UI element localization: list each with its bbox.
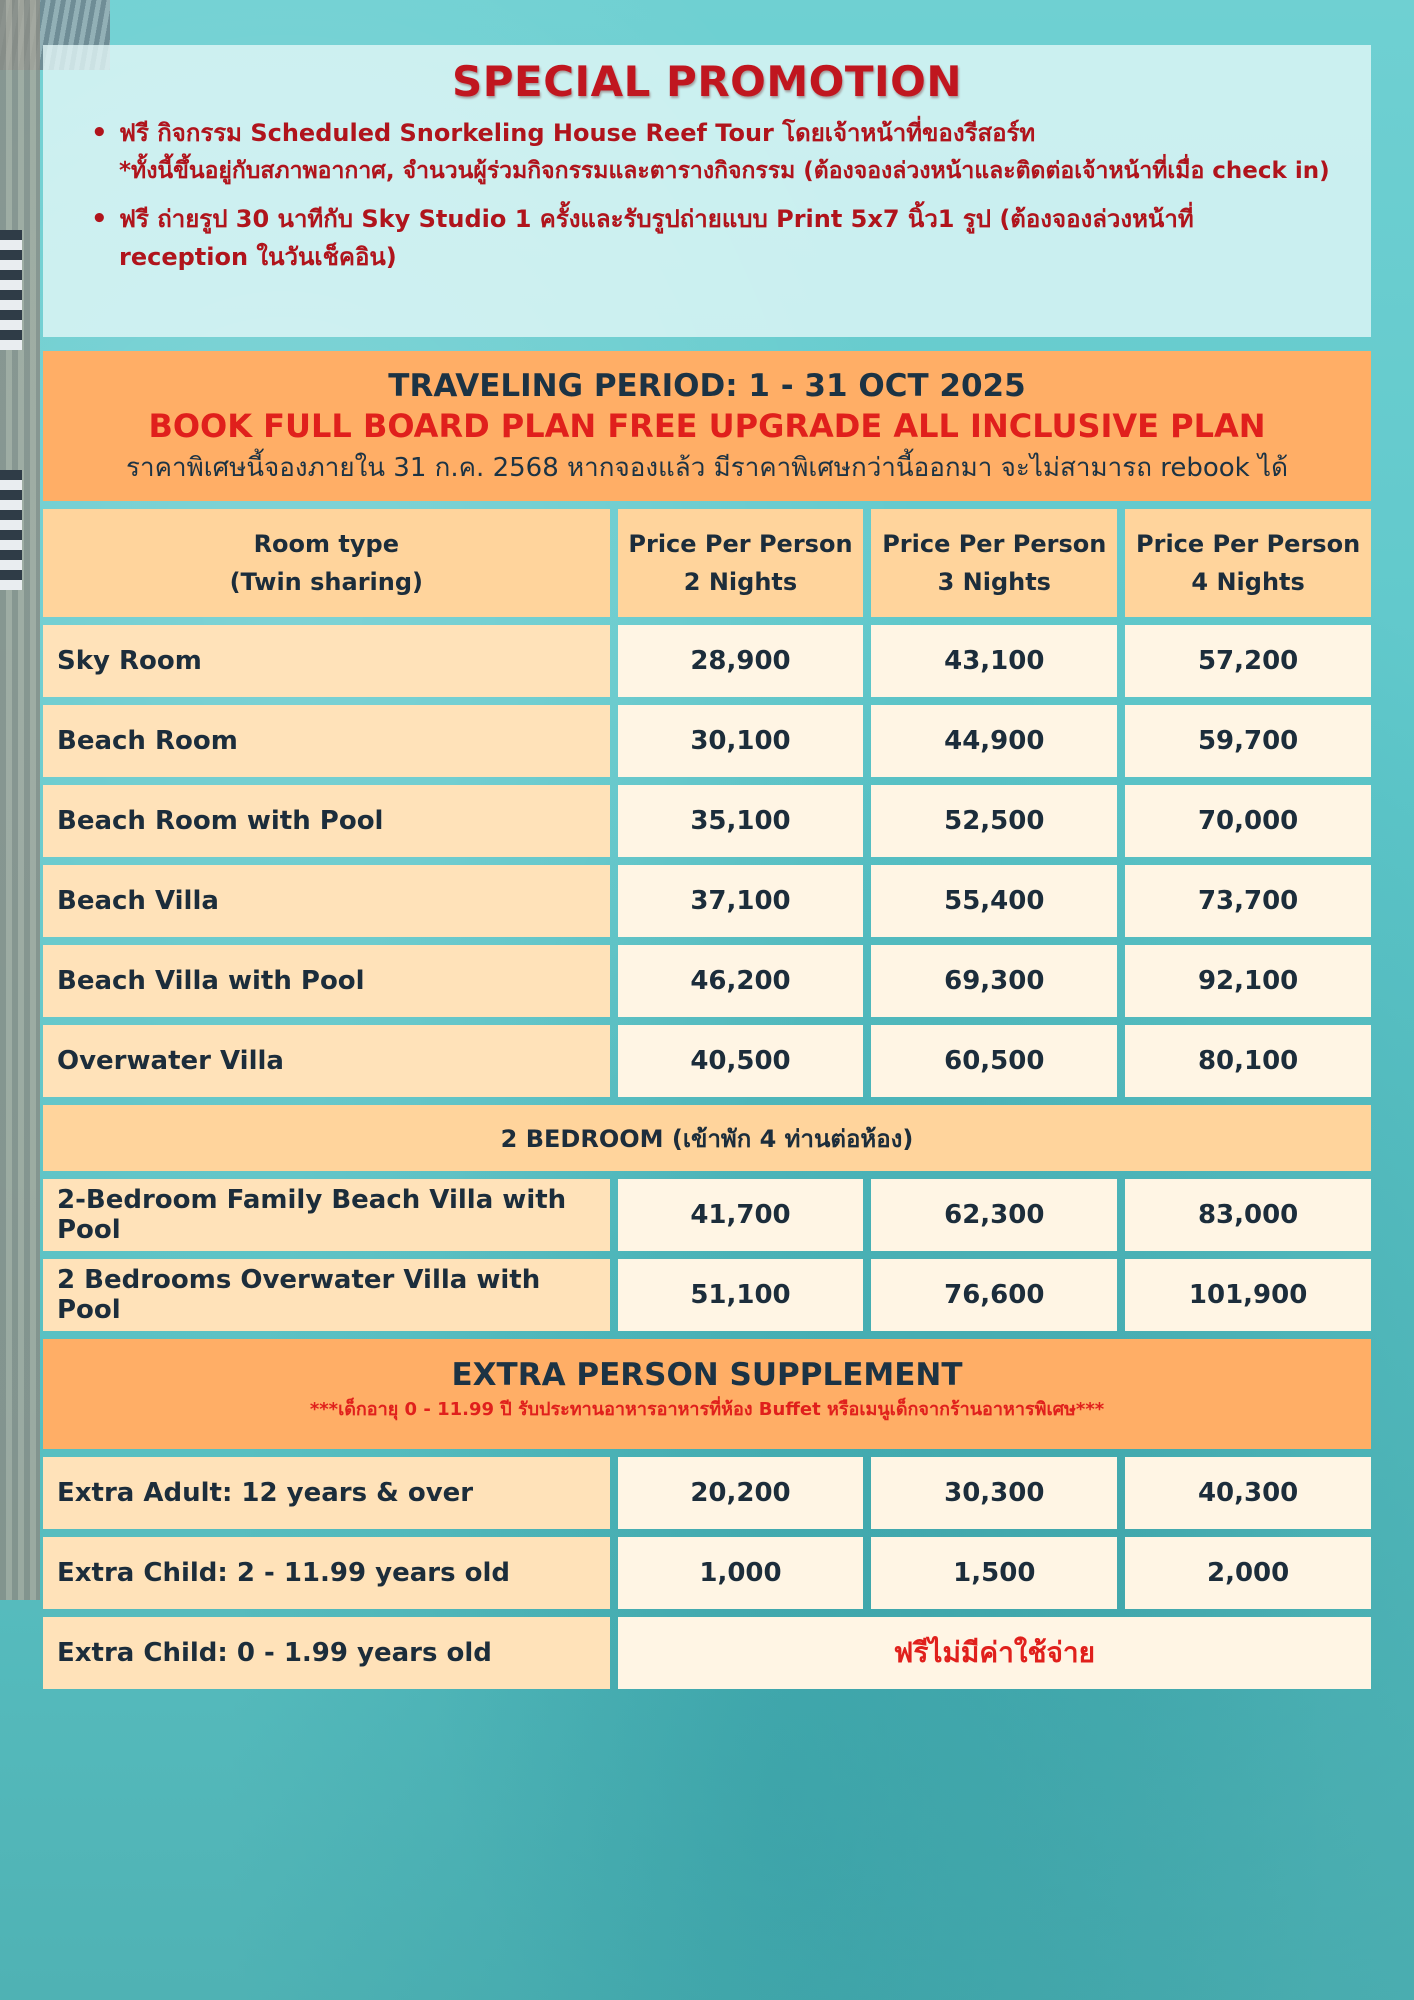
room-name: Overwater Villa (43, 1025, 610, 1097)
price-2-nights: 1,000 (618, 1537, 864, 1609)
price-3-nights: 62,300 (871, 1179, 1117, 1251)
header-text: Price Per Person (882, 530, 1107, 558)
table-row (43, 1617, 1371, 1689)
table-row (43, 785, 1371, 857)
price-2-nights: 28,900 (618, 625, 864, 697)
price-4-nights: 40,300 (1125, 1457, 1371, 1529)
special-promotion-box (43, 45, 1371, 337)
header-text: 2 Nights (683, 568, 798, 596)
price-3-nights: 55,400 (871, 865, 1117, 937)
price-4-nights: 57,200 (1125, 625, 1371, 697)
price-2-nights: 30,100 (618, 705, 864, 777)
price-3-nights: 76,600 (871, 1259, 1117, 1331)
extra-child-label: Extra Child: 2 - 11.99 years old (43, 1537, 610, 1609)
table-row (43, 1179, 1371, 1251)
price-4-nights: 101,900 (1125, 1259, 1371, 1331)
promo-item-photo (83, 200, 1331, 276)
promo-title: SPECIAL PROMOTION (451, 57, 963, 106)
room-name: Beach Room (43, 705, 610, 777)
price-2-nights: 51,100 (618, 1259, 864, 1331)
price-table-header (43, 509, 1371, 617)
price-4-nights: 83,000 (1125, 1179, 1371, 1251)
extra-infant-label: Extra Child: 0 - 1.99 years old (43, 1617, 610, 1689)
room-name: 2 Bedrooms Overwater Villa with Pool (43, 1259, 610, 1331)
room-name: Beach Room with Pool (43, 785, 610, 857)
table-row (43, 1457, 1371, 1529)
table-row (43, 705, 1371, 777)
booking-note: ราคาพิเศษนี้จองภายใน 31 ก.ค. 2568 หากจองแล้ว มีราคาพิเศษกว่านี้ออกมา จะไม่สามารถ rebook ได้ (126, 453, 1288, 483)
price-3-nights: 30,300 (871, 1457, 1117, 1529)
price-4-nights: 70,000 (1125, 785, 1371, 857)
price-2-nights: 35,100 (618, 785, 864, 857)
room-name: Beach Villa with Pool (43, 945, 610, 1017)
header-text: Price Per Person (1136, 530, 1361, 558)
header-text: (Twin sharing) (229, 568, 423, 596)
price-2-nights: 20,200 (618, 1457, 864, 1529)
table-row (43, 625, 1371, 697)
promo-item-text: ฟรี ถ่ายรูป 30 นาทีกับ Sky Studio 1 ครั้งและรับรูปถ่ายแบบ Print 5x7 นิ้ว1 รูป (ต้องจองล่วงหน้าที่ reception ในวันเช็คอิน) (119, 205, 1194, 271)
traveling-period: TRAVELING PERIOD: 1 - 31 OCT 2025 (388, 368, 1026, 404)
price-2-nights: 41,700 (618, 1179, 864, 1251)
table-row (43, 1537, 1371, 1609)
price-3-nights: 43,100 (871, 625, 1117, 697)
room-name: 2-Bedroom Family Beach Villa with Pool (43, 1179, 610, 1251)
header-room-type (43, 509, 610, 617)
table-row (43, 1025, 1371, 1097)
deckchair (0, 470, 22, 590)
extra-adult-label: Extra Adult: 12 years & over (43, 1457, 610, 1529)
price-4-nights: 92,100 (1125, 945, 1371, 1017)
price-3-nights: 69,300 (871, 945, 1117, 1017)
extra-title: EXTRA PERSON SUPPLEMENT (451, 1357, 963, 1393)
promotion-sheet (43, 45, 1371, 1689)
promo-item-snorkeling (83, 114, 1331, 190)
extra-note: ***เด็กอายุ 0 - 11.99 ปี รับประทานอาหารอาหารที่ห้อง Buffet หรือเมนูเด็กจากร้านอาหารพิเศษ*** (309, 1399, 1105, 1420)
promo-item-text: ฟรี กิจกรรม Scheduled Snorkeling House Reef Tour โดยเจ้าหน้าที่ของรีสอร์ท (119, 119, 1036, 147)
price-4-nights: 73,700 (1125, 865, 1371, 937)
free-of-charge: ฟรีไม่มีค่าใช้จ่าย (618, 1617, 1371, 1689)
header-2-nights (618, 509, 864, 617)
table-row (43, 865, 1371, 937)
price-3-nights: 52,500 (871, 785, 1117, 857)
header-text: 4 Nights (1191, 568, 1305, 596)
price-4-nights: 59,700 (1125, 705, 1371, 777)
price-3-nights: 60,500 (871, 1025, 1117, 1097)
header-text: Room type (253, 530, 399, 558)
table-row (43, 1259, 1371, 1331)
header-text: Price Per Person (628, 530, 853, 558)
price-2-nights: 37,100 (618, 865, 864, 937)
table-row (43, 945, 1371, 1017)
header-text: 3 Nights (937, 568, 1051, 596)
room-name: Sky Room (43, 625, 610, 697)
price-4-nights: 80,100 (1125, 1025, 1371, 1097)
price-4-nights: 2,000 (1125, 1537, 1371, 1609)
room-name: Beach Villa (43, 865, 610, 937)
header-4-nights (1125, 509, 1371, 617)
price-3-nights: 44,900 (871, 705, 1117, 777)
traveling-period-banner (43, 351, 1371, 501)
price-3-nights: 1,500 (871, 1537, 1117, 1609)
two-bedroom-header: 2 BEDROOM (เข้าพัก 4 ท่านต่อห้อง) (43, 1105, 1371, 1171)
extra-person-header (43, 1339, 1371, 1449)
promo-list (83, 114, 1331, 276)
price-2-nights: 40,500 (618, 1025, 864, 1097)
deckchair (0, 230, 22, 350)
header-3-nights (871, 509, 1117, 617)
upgrade-offer: BOOK FULL BOARD PLAN FREE UPGRADE ALL INCLUSIVE PLAN (148, 407, 1266, 445)
price-2-nights: 46,200 (618, 945, 864, 1017)
promo-item-note: *ทั้งนี้ขึ้นอยู่กับสภาพอากาศ, จำนวนผู้ร่วมกิจกรรมและตารางกิจกรรม (ต้องจองล่วงหน้าและติดต่อเจ้าหน้าที่เมื่อ check in) (119, 158, 1330, 184)
